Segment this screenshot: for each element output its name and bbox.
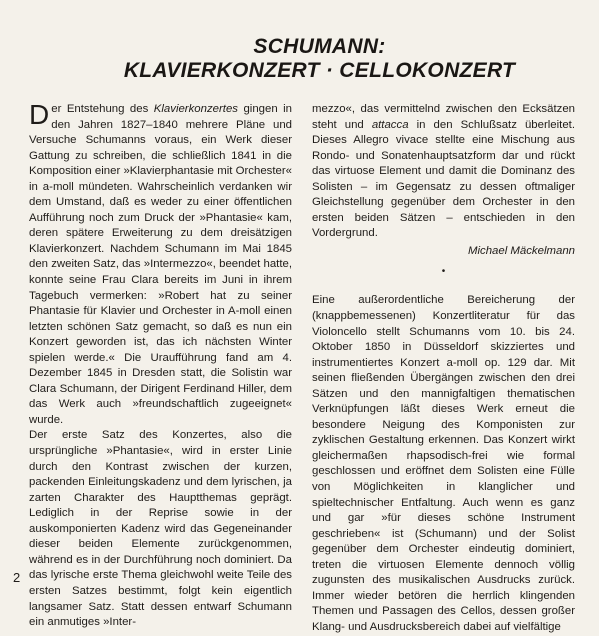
page-title (0, 36, 599, 82)
drop-cap: D (29, 99, 50, 130)
paragraph-intro-text-b: gingen in den Jahren 1827–1840 mehrere Pläne und Versuche Schumanns voraus, ein Werk dieser Gattung zu schreiben, die schließlich 1841 in die Komposition einer »Klavierphantasie mit Orchester« in a-moll mündeten. Wahrscheinlich verdanken wir dem Umstand, daß es weder zu einer öffentlichen Aufführung noch zum Druck der »Phantasie« kam, deren spätere Erweiterung zu dem dreisätzigen Klavierkonzert. Nachdem Schumann im Mai 1845 den zweiten Satz, das »Intermezzo«, beendet hatte, konnte seine Frau Clara bereits im Juni in ihrem Tagebuch vermerken: »Robert hat zu seiner Phantasie für Klavier und Orchester in A-moll einen letzten schönen Satz gemacht, so daß es nun ein Konzert geworden ist, das ich nächsten Winter spielen werde.« Die Uraufführung fand am 4. Dezember 1845 in Dresden statt, die Solistin war Clara Schumann, der Dirigent Ferdinand Hiller, dem das Werk auch »freundschaftlich zugeeignet« wurde. (29, 103, 292, 426)
left-column (29, 99, 292, 631)
paragraph-continuation (312, 102, 575, 242)
paragraph-first-movement: Der erste Satz des Konzertes, also die ursprüngliche »Phantasie«, wird in erster Linie durch den Kontrast zwischen der kurzen, packenden Einleitungskadenz und dem lyrischen, ja zarten Charakter des Hauptthemas geprägt. Lediglich in der Reprise sowie in der auskomponierten Kadenz wird das Gegeneinander dieser beiden Elemente zurückgenommen, während es in der Durchführung noch dominiert. Da das lyrische erste Thema gleichwohl weite Teile des ersten Satzes bestimmt, folgt kein eigentlich langsamer Satz. Statt dessen entwarf Schumann ein anmutiges »Inter- (29, 429, 292, 629)
paragraph-continuation-text-a: mezzo«, das vermittelnd zwischen den Ecksätzen steht und (312, 103, 575, 131)
author-signature: Michael Mäckelmann (468, 244, 575, 257)
paragraph-intro-emphasis: Klavierkonzertes (153, 103, 238, 115)
paragraph-intro-text-a: er Entstehung des (51, 103, 154, 115)
right-column (312, 102, 575, 636)
paragraph-intro (29, 99, 292, 428)
title-works: KLAVIERKONZERT · CELLOKONZERT (123, 59, 516, 83)
paragraph-cello-concerto: Eine außerordentliche Bereicherung der (knappbemessenen) Konzertliteratur für das Violoncello stellt Schumanns vom 10. bis 24. Oktober 1850 in Düsseldorf skizziertes und instrumentiertes Konzert a-moll op. 129 dar. Mit seinen fließenden Übergängen zwischen den drei Sätzen und den mannigfaltigen thematischen Verknüpfungen läßt dieses Werk erneut die besondere Neigung des Komponisten zur zyklischen Gestaltung erkennen. Das Konzert wirkt gleichermaßen rhapsodisch-frei wie formal geschlossen und eröffnet dem Solisten eine Fülle von Möglichkeiten in klanglicher und spieltechnischer Entfaltung. Auch wenn es ganz und gar »für dieses schöne Instrument geschrieben« ist (Schumann) und der Solist gegenüber dem Orchester eindeutig dominiert, treten die virtuosen Elemente dennoch völlig zugunsten des musikalischen Ausdrucks zurück. Immer wieder betören die herrlich klingenden Themen und Passagen des Cellos, dessen großer Klang- und Ausdrucksbereich dabei auf vielfältige (312, 294, 575, 633)
paragraph-continuation-text-b: in den Schlußsatz überleitet. Dieses Allegro vivace stellte eine Mischung aus Rondo- und Sonatenhauptsatzform dar und rückt das virtuose Element und damit die Dominanz des Solisten – im Gegensatz zu dessen oftmaliger Gleichstellung gegenüber dem Orchester in den ersten beiden Sätzen – entschieden in den Vordergrund. (312, 118, 575, 240)
page-number: 2 (13, 570, 21, 585)
paragraph-continuation-emphasis: attacca (371, 118, 409, 131)
section-divider-bullet: • (441, 266, 446, 278)
title-composer: SCHUMANN: (253, 35, 386, 58)
